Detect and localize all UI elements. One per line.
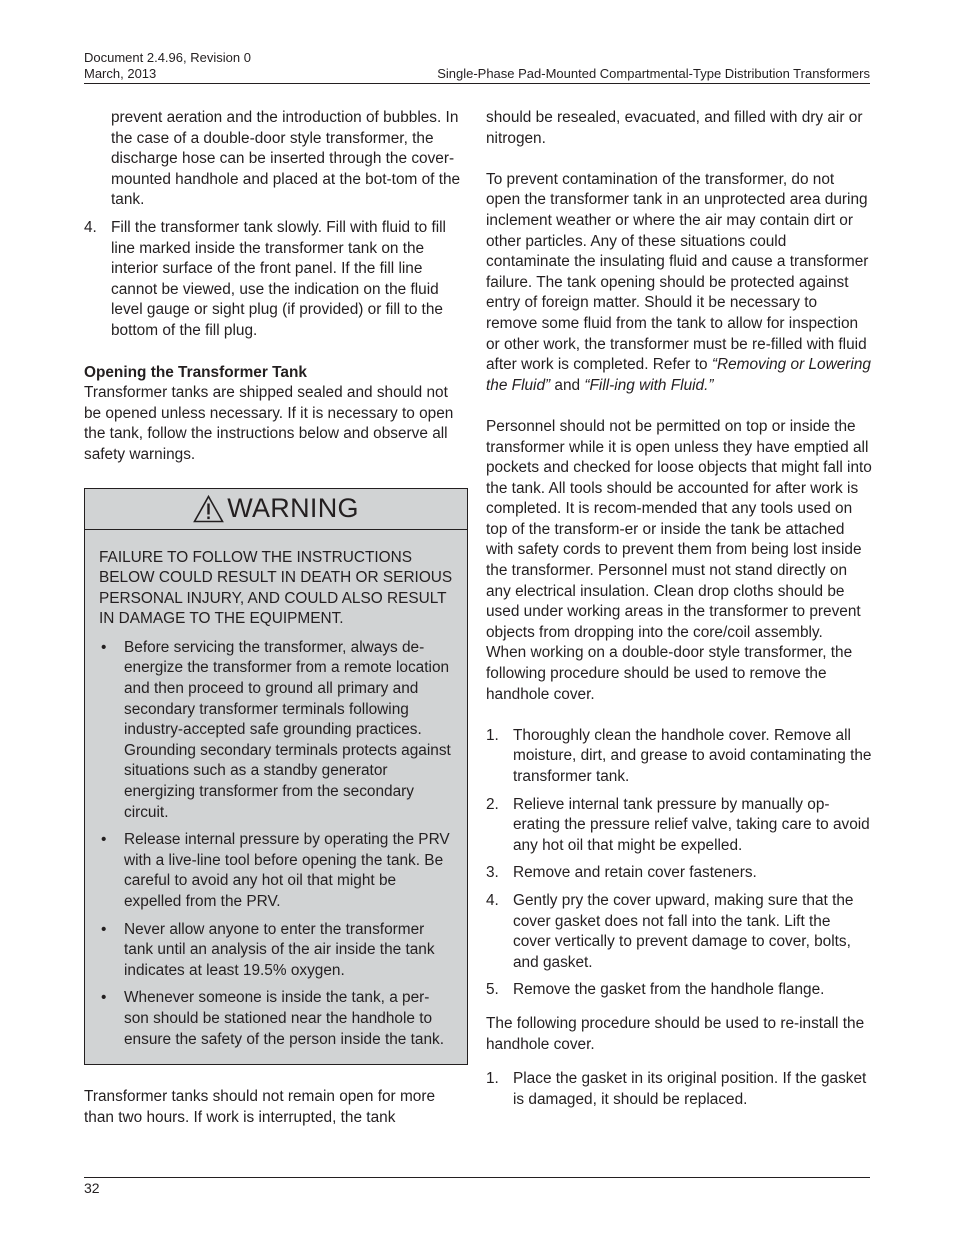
cross-reference: “Removing or Lowering the Fluid” (486, 356, 871, 394)
list-item-number: 5. (486, 981, 499, 999)
cross-reference: “Fill-ing with Fluid.” (584, 376, 714, 394)
list-item-text: Relieve internal tank pressure by manually op-erating the pressure relief valve, taking care to avoid any hot oil that might be expelled. (513, 795, 870, 854)
warning-bullet (99, 988, 453, 1050)
list-item (486, 980, 872, 1001)
running-header-title: Single-Phase Pad-Mounted Compartmental-Type Distribution Transformers (437, 66, 870, 81)
warning-lead: FAILURE TO FOLLOW THE INSTRUCTIONS BELOW COULD RESULT IN DEATH OR SERIOUS PERSONAL INJURY, AND COULD ALSO RESULT IN DAMAGE TO THE EQUIPMENT. (99, 548, 453, 628)
list-item (486, 795, 872, 857)
list-item-number: 3. (486, 864, 499, 882)
left-column (84, 108, 468, 1128)
document-date: March, 2013 (84, 65, 157, 81)
warning-bullet-text: Release internal pressure by operating the PRV with a live-line tool before opening the tank. Be careful to avoid any hot oil that might be expelled from the PRV. (124, 831, 450, 910)
list-item-number: 4. (486, 891, 499, 909)
list-item-text: Remove and retain cover fasteners. (513, 864, 757, 882)
bullet-symbol: • (101, 920, 107, 938)
warning-bullet (99, 830, 453, 912)
remove-cover-steps (486, 726, 872, 1001)
list-item-text: Thoroughly clean the handhole cover. Remove all moisture, dirt, and grease to avoid contaminating the transformer tank. (513, 726, 872, 785)
list-item (486, 1069, 872, 1110)
list-item-text: Fill the transformer tank slowly. Fill with fluid to fill line marked inside the transformer tank on the interior surface of the front panel. If the fill line cannot be viewed, use the indication on the fluid level gauge or sight plug (if provided) or fill to the bottom of the fill plug. (111, 218, 446, 339)
warning-bullet-list (99, 638, 453, 1050)
reinstall-cover-steps (486, 1069, 872, 1110)
document-info (84, 50, 251, 81)
list-item (84, 218, 468, 342)
section-paragraph: Transformer tanks are shipped sealed and should not be opened unless necessary. If it is necessary to open the tank, follow the instructions below and observe all safety warnings. (84, 384, 454, 463)
header-rule (84, 83, 870, 84)
continued-paragraph: prevent aeration and the introduction of bubbles. In the case of a double-door style transformer, the discharge hose can be inserted through the cover-mounted handhole and placed at the bot-tom of the tank. (111, 109, 461, 209)
list-item-number: 2. (486, 795, 499, 813)
paragraph: should be resealed, evacuated, and filled with dry air or nitrogen. (486, 109, 863, 147)
list-item-number: 1. (486, 1070, 499, 1088)
contamination-paragraph: To prevent contamination of the transformer, do not open the transformer tank in an unprotected area during inclement weather or where the air may contain dirt or other particles. Any of these situations could contaminate the insulating fluid and cause a transformer failure. The tank opening should be protected against entry of foreign matter. Should it be necessary to remove some fluid from the tank to allow for inspection or other work, the transformer must be re-filled with fluid after work is completed. Refer to “Removing or Lowering the Fluid” and “Fill-ing with Fluid.” (486, 170, 871, 394)
bullet-symbol: • (101, 989, 107, 1007)
list-item (486, 891, 872, 973)
warning-bullet-text: Whenever someone is inside the tank, a per-son should be stationed near the handhole to ensure the safety of the person inside the tank. (124, 989, 444, 1048)
document-number: Document 2.4.96, Revision 0 (84, 50, 251, 65)
list-item (486, 726, 872, 788)
list-item-text: Place the gasket in its original position. If the gasket is damaged, it should be replaced. (513, 1070, 867, 1108)
bullet-symbol: • (101, 831, 107, 849)
warning-bullet-text: Never allow anyone to enter the transformer tank until an analysis of the air inside the tank indicates at least 19.5% oxygen. (124, 920, 435, 979)
warning-header (85, 489, 467, 530)
paragraph: When working on a double-door style transformer, the following procedure should be used to remove the handhole cover. (486, 644, 853, 703)
warning-body (85, 530, 467, 1065)
warning-bullet (99, 920, 453, 982)
fill-steps-list (84, 218, 468, 342)
warning-box (84, 488, 468, 1066)
page-number: 32 (84, 1180, 100, 1196)
list-item-text: Remove the gasket from the handhole flange. (513, 981, 825, 999)
warning-bullet (99, 638, 453, 823)
personnel-paragraph: Personnel should not be permitted on top or inside the transformer while it is open unless they have emptied all pockets and checked for loose objects that might fall into the tank. All tools should be accounted for after work is completed. It is recom-mended that any tools used on top of the transform-er or inside the tank be attached with safety cords to prevent them from being lost inside the transformer. Personnel must not stand directly on any electrical insulation. Clean drop cloths should be used under working areas in the transformer to prevent objects from dropping into the core/coil assembly. (486, 417, 872, 641)
warning-triangle-icon (193, 495, 224, 523)
list-item (486, 863, 872, 884)
list-item-number: 4. (84, 218, 97, 236)
warning-bullet-text: Before servicing the transformer, always de-energize the transformer from a remote location and then proceed to ground all primary and secondary transformer terminals following industry-accepted safe grounding practices. Grounding secondary terminals protects against situations such as a standby generator energizing transformer from the secondary circuit. (124, 638, 451, 821)
list-item-number: 1. (486, 726, 499, 744)
closing-paragraph: Transformer tanks should not remain open for more than two hours. If work is interrupted, the tank (84, 1088, 436, 1126)
footer-rule (84, 1177, 870, 1178)
list-item-text: Gently pry the cover upward, making sure that the cover gasket does not fall into the tank. Lift the cover vertically to prevent damage to cover, bolts, and gasket. (513, 891, 854, 971)
warning-title: WARNING (227, 493, 359, 524)
right-column (486, 108, 872, 1117)
paragraph: The following procedure should be used to re-install the handhole cover. (486, 1014, 865, 1053)
section-heading: Opening the Transformer Tank (84, 363, 307, 381)
bullet-symbol: • (101, 638, 107, 656)
